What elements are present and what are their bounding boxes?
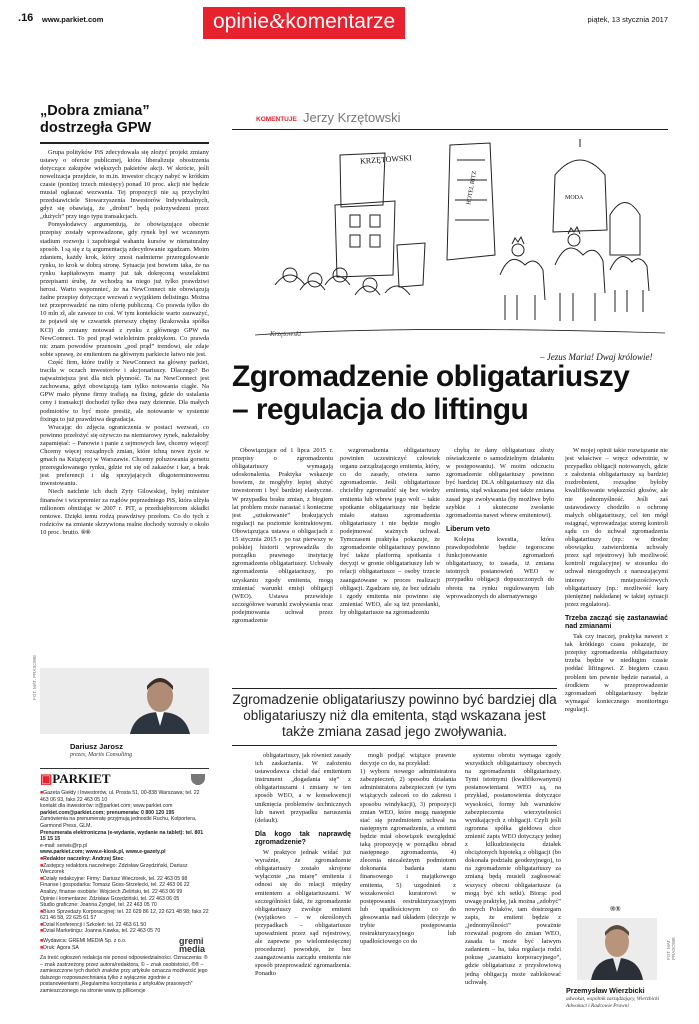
desk-line: Analizy, finanse osobiste: Wojciech Zieliński, tel. 22 463 06 99 — [40, 888, 183, 895]
article-paragraph: Kolejna kwestia, która prawdopodobnie będzie tegoroczne funkcjonowanie zgromadzeń obligatariuszy, to zasada, iż zmiana istotnych postanowień WEO w przypadku obligacji dopuszczonych do obrotu na rynku regulowanym lub wprowadzonych do alternatywnego — [446, 535, 554, 600]
section-word-2: komentarze — [285, 10, 396, 33]
logo-text: PARKIET — [52, 771, 111, 786]
section-banner — [203, 7, 405, 39]
author-photo-area — [40, 668, 209, 734]
section-word-1: opinie — [213, 10, 270, 33]
cartoon-sign-2: HOTEL RITZ — [466, 170, 479, 206]
article-paragraph: systemu obrotu wymaga zgody wszystkich obligatariuszy obecnych na zgromadzeniu obligatariuszy. Tymi istotnymi (kwalifikowanymi) postanowieniami WEO są, na przykład, postanowienia dotyczące wysokości, formy lub warunków zabezpieczenia wierzytelności wynikających z obligacji. Czyli jeśli ogromna spółka giełdowa chce zmienić zapis WEO dotyczący jednej z kilkudziesięciu działek obciążonych hipoteką z obligacji (bo dokonała podziału geodezyjnego), to na zgromadzenie obligatariuszy za zmianą będą musieli zagłosować wszyscy obecni obligatariusze (a mogą być ich setki). Biorąc pod uwagę praktykę, jak można „zdobyć” nowych Polaków, tam dostrzegam zapis, że emitent będzie z „jednomyślności” poważnie rozważał pogrom do zmian WEO, zasada ta może być łatwym zadaniem – ba, taka regulacja rodzi pokusę „szantażu korporacyjnego”, gdzie obligatariusz z przysłowiową jedną obligacją może zablokować uchwałę. — [465, 752, 561, 986]
article-paragraph: W praktyce jednak widać już wyraźnie, że zgromadzenie obligatariuszy zostało skrojone wyłącznie „na miarę” emitenta i odnosi się do relacji między emitentem a obligatariuszami. W szczególności fakt, że zgromadzenie obligatariuszy zwołuje emitent (wyjątkowo – w określonych przypadkach – obligatariusze upoważnieni przez sąd rejestrowy, ale zapewne po wielomiesięcznej procedurze) powoduje, że bez zaangażowania zarządu emitenta nie sposób przeprowadzić zgromadzenia. Ponadto — [255, 849, 351, 978]
editorial — [40, 103, 209, 537]
editorial-last-text: Niech natchnie ich duch Zyty Gilowskiej, byłej minister finansów i wicepremier za rządów poprzedniego PiS, która ulżyła milionom obniżając w 2007 r. PIT, a przedsiębiorcom składki rentowe. Dzięki temu rodzą prawdziwy przełom. Co do tych z rodziców na zmianie skrzywiona realne dochody wzrosły o około 10 proc. brutto. — [40, 488, 209, 536]
cartoon-area — [255, 135, 665, 350]
cartoon-artist: Jerzy Krzętowski — [303, 110, 401, 125]
end-mark: ®® — [81, 528, 91, 536]
desk-line: Opinie i komentarze: Zdzisław Grzędziński, tel. 22 463 06 05 — [40, 895, 180, 902]
editorial-paragraph — [40, 488, 209, 537]
cartoon-label: KOMENTUJE — [256, 116, 297, 123]
desk-line: Finanse i gospodarka: Tomasz Goss-Strzelecki, tel. 22 463 06 22 — [40, 882, 190, 889]
article-column-7 — [465, 752, 561, 1014]
masthead-line[interactable]: kontakt dla inwestorów: ir@parkiet.com; www.parkiet.com — [40, 803, 173, 810]
headline-line-1: Zgromadzenie obligatariuszy — [232, 360, 630, 393]
author-portrait-image — [40, 668, 209, 734]
desk-line: Studio graficzne: Joanna Zyngiel, tel. 22 463 05 70 — [40, 902, 157, 909]
article-paragraph: Tak czy inaczej, praktyka naweet z tak krótkiego czasu pokazuje, że przepisy zgromadzenia obligatariuszy trzeba będzie w niedługim czasie poddać liftingowi. Z biegiem czasu problem ten pewnie będzie narastał, a środkiem w przeprowadzenie zgromadzeń obligatariuszy będzie wymagać koniecznego monitoringu regulacji. — [565, 633, 668, 713]
editorial-rule — [40, 142, 209, 144]
sidebar-rule — [40, 768, 209, 769]
article-subheading: Trzeba zacząć się zastanawiać nad zmianami — [565, 614, 668, 630]
editorial-paragraph: Pomysłodawcy argumentują, że obowiązujące obecnie przepisy zostały wprowadzone, gdy rynek był we wczesnym stadium rozwoju i zapobiegał wahaniu kursów w nienaturalny sposób. I są się z tą argumentacją zdecydowanie zgadzam. Moim zdaniem, każdy krok, który znosi nadmierne przeregulowanie rynku, to krok w dobrą stronę. Sytuacja jest bowiem taka, że na rynku kapitałowym mamy już tak dokręconą wszelakimi przepisami śrubę, że wchodzą na niego już tylko prawdziwi herosi. Warto wspomnieć, że na NewConnect nie obowiązują żadne przepisy dotyczące wezwań z wyjątkiem delistingu. Można też przeprowadzić na nim ofertę publiczną. Co prawda tylko do 10 mln zł, ale zawsze to coś. W tym kontekście warto zauważyć, że pojawił się w czwartek pierwszy chętny (krakowska spółka KCI) do zmiany notowań z rynku z głównego GPW na NewConnect. To pod prąd wieloletnim praktykom. Co prawda nic znam powodów przenosin „pod prąd” trendowi, ale zdaje sobie sprawę, że emitentom na głównym parkiecie łatwo nie jest. — [40, 221, 209, 358]
page-number-value: 16 — [21, 12, 34, 24]
masthead-line: Prenumerata elektroniczna (e-wydanie, wydanie na tablet): tel. 801 15 15 15 — [40, 829, 204, 843]
page-number-dot: . — [18, 12, 22, 24]
article-column-2 — [340, 447, 440, 683]
cartoon-caption: – Jezus Maria! Dwaj królowie! — [540, 352, 653, 362]
cartoon-rule — [232, 129, 668, 130]
cartoon-sign-3: MODA — [565, 195, 584, 201]
article-subheading: Dla kogo tak naprawdę zgromadzenie? — [255, 830, 351, 846]
article-paragraph: Obowiązujące od 1 lipca 2015 r. przepisy o zgromadzeniu obligatariuszy wymagają udoskonalenia. Praktyka wskazuje bowiem, że mogłyby lepiej służyć inwestorom i być bardziej elastyczne. W przypadku braku zmian, z biegiem lat problem może narastać i konieczne jest „sztukowanie” brakujących regulacji na poziomie kontraktowym. Obowiązująca ustawa o obligacjach z 15 stycznia 2015 r. po raz pierwszy w polskiej historii wprowadziła do porządku prawnego instytucję zgromadzenia obligatariuszy. Uchwały zgromadzenia obligatariuszy, po uzyskaniu zgody emitenta, mogą zmieniać warunki emisji obligacji (WEO). Ustawa przewiduje szczegółowe warunki zwoływania oraz podejmowania uchwał przez zgromadzenie — [232, 447, 333, 624]
editorial-title: „Dobra zmiana” dostrzegła GPW — [40, 103, 152, 136]
publisher-line: ■ Wydawca: GREMI MEDIA Sp. z o.o. — [40, 938, 126, 945]
editor-line: ■ Redaktor naczelny: Andrzej Stec — [40, 856, 209, 863]
cartoon-image — [255, 135, 665, 350]
photo-credit: FOT. MAT. PRASOWE — [32, 654, 37, 700]
editorial-paragraph: Wracając do zdjęcia ograniczenia w postaci wezwań, co powinno przełożyć się ożywczo na niemiarowy rynek, należałoby zapamiętać: – Panowie i panie z sejmowych ław, chcemy więcej! Chcemy więcej rozsądnych zmian, które tchną nowe życie w gmach na Książęcej w Warszawie. Chcemy poluzowania gorsetu przeregulowanego rynku, gdzie roi się od zakazów i kar, a brak jest preferencji i ulg sprzyjających długoterminowemu inwestowaniu. — [40, 423, 209, 488]
legal-footer: Za treść ogłoszeń redakcja nie ponosi odpowiedzialności. Oznaczenia: ® – znak zastrzeżony przez autora/redaktora, © – znak osobistości, ®® – zamieszczone tych dwóch znaków przy artykule oznacza możliwość jego dalszego rozpowszechniania tylko z wyłącznie zgodnie z postanowieniami „Regulaminu korzystania z artykułów prasowych” zamieszczonego na stronie www.rp.pl/licencje — [40, 955, 208, 995]
desk-line: ■ Dział Marketingu: Joanna Kawka, tel. 22 463 05 70 — [40, 928, 209, 935]
masthead-line[interactable]: www.parkiet.com; www.e-kiosk.pl, www.e-gazety.pl — [40, 849, 166, 856]
article-paragraph: mogli podjąć wiążące prawnie decyzje co do, na przykład: — [360, 752, 456, 768]
gremi-logo: gremi media — [179, 936, 206, 955]
cartoon-signature: Krzętowski — [270, 330, 302, 338]
cartoon-sign-1: KRZĘTOWSKI — [359, 153, 413, 166]
page-number — [18, 12, 33, 24]
masthead-line: ■ Gazeta Giełdy i Inwestorów, ul. Prosta 51, 00-838 Warszawa; tel. 22 463 06 93, faks 22 463 05 10 — [40, 790, 209, 803]
masthead-box — [40, 771, 209, 995]
masthead-line: Zamówienia na prenumeratę przyjmują jednostki Ruchu, Kolportera, Garmond Press, GLM. — [40, 816, 197, 829]
editorial-body — [40, 149, 209, 538]
issue-date: piątek, 13 stycznia 2017 — [587, 15, 668, 24]
article-column-5 — [255, 752, 351, 1014]
article-paragraph: chybą że dany obligatariusz złoży oświadczenie o samodzielnym działaniu w postępowaniu). W moim odczuciu zgromadzenie obligatariuszy powinno być bardziej DLA obligatariuszy niż dla emitenta, stąd wskazana jest także zmiana zasad jego zwoływania (by możliwe było szybkie i skuteczne zwołanie zgromadzenia nawet wbrew emitentowi). — [446, 447, 554, 519]
section-amp: & — [269, 9, 286, 33]
author2-name: Przemysław Wierzbicki — [566, 986, 645, 995]
masthead-text — [40, 790, 209, 995]
article-column-4 — [565, 447, 668, 937]
author-name: Dariusz Jarosz — [70, 742, 123, 751]
article-headline — [232, 360, 672, 426]
parkiet-logo — [40, 771, 111, 787]
desk-line: ■ Biuro Sprzedaży Korporacyjnej: tel. 22 629 86 12, 22 621 48 98; faks 22 621 46 58, 22 625 61 57 — [40, 909, 209, 922]
article-paragraph: obligatariuszy, jak również zasady ich zaskarżania. W założeniu ustawodawca chciał dać emitentom instrument „dogadania się” z obligatariuszami i zmiany w ten sposób WEO, a w konsekwencji uniknięcia problemów technicznych lub nawet przypadku naruszenia (default). — [255, 752, 351, 824]
print-line: ■ Druk: Agora SA — [40, 945, 126, 952]
author2-photo-credit: FOT. MAT. PRASOWE — [666, 936, 676, 960]
article-column-3 — [446, 447, 554, 683]
article-column-6 — [360, 752, 456, 1014]
author2-portrait-image — [577, 918, 657, 980]
article-paragraph: W mojej opinii takie rozwiązanie nie jest właściwe – wręcz odwrotnie, w przypadku obligacji notowanych, gdzie z założenia obligatariuszy są bardziej rozdrobnieni, rozsądne byłoby kwalifikowanie większości głosów, ale nie jednomyślność. Jeśli zaś ustawodawcy chodziło o ochronę małych obligatariuszy, cel ten mógł osiągnąć, wprowadzając szereg kontroli sądu co do uchwał zgromadzenia obligatariuszy (np.: w drodze obowiązku zatwierdzenia uchwały przez sąd rejestrowy) lub możliwość kontroli regulacyjnej w stosunku do uchwał niezgodnych z naruszającymi interesy mniejszościowych obligatariuszy (np.: możliwość kary pieniężnej nakładanej w takiej sytuacji przez regulatora). — [565, 447, 668, 608]
pullquote-rule-top — [232, 688, 557, 689]
trophy-icon — [187, 772, 209, 786]
site-url[interactable]: www.parkiet.com — [42, 15, 104, 24]
author2-photo-area — [577, 918, 657, 980]
pullquote-rule-bottom — [232, 745, 557, 746]
deputy-line: ■ Zastępcy redaktora naczelnego: Zdzisław Grzędziński, Dariusz Wieczorek — [40, 863, 209, 876]
logo-mark: ▣ — [40, 771, 53, 786]
masthead-line[interactable]: parkiet.com@parkiet.com; prenumerata: 0 800 120 195 — [40, 809, 175, 816]
desk-line: ■ Dział Konferencji i Szkoleń: tel. 22 463 61 50 — [40, 922, 209, 929]
article-column-1 — [232, 447, 333, 683]
author2-role: adwokat, wspólnik zarządzający, Wierzbicki Adwokaci i Radcowie Prawni — [566, 996, 660, 1009]
author-role: prezes, Martis Consulting — [70, 752, 132, 758]
article-paragraph: wzgromadzenia obligatariuszy powinien uczestniczyć człowiek organu zarządzającego emitenta, który, co do zasady, otwiera samo zgromadzenie. Jeśli obligatariusze chcieliby zgromadzić się bez wiedzy emitenta lub wbrew jego woli – takie spotkanie obligatariuszy nie będzie miało statusu zgromadzenia obligatariuszy i nie będzie mogło podejmować ważnych uchwał. Tymczasem praktyka pokazuje, że zgromadzenie obligatariuszy powinno być także platformą spotkania i decyzji w gronie obligatariuszy lub w relacji obligatariusze – osoby trzecie zaangażowane w proces realizacji obligacji. Zgadzam się, że bez udziału i zgody emitenta nie powinno się zmieniać WEO, ale są też przesłanki, by obligatariusze na zgromadzeniu — [340, 447, 440, 616]
article-subheading: Liberum veto — [446, 525, 490, 533]
article-list: 1) wyboru nowego administratora zabezpieczeń, 2) sposobu działania administratora zabezpieczeń (w tym wiążących zaleceń co do zakresu i sposobu windykacji), 3) propozycji zmian WEO, które mogą następnie stać się przedmiotem uchwał na następnym zgromadzeniu, a emitent będzie miał obowiązek uwzględnić taką propozycję w porządku obrad następnego zgromadzenia, 4) zlecenia niezależnym podmiotom dokonania badania stanu finansowego i majątkowego emitenta, 5) uzgodnień z wszakowości kuratorowi w postępowaniu restrukturyzacyjnym lub upadłościowym co do głosowania nad układem (decyzje w trybie postępowania restrukturyzacyjnego lub upadłościowego co do — [360, 768, 456, 946]
masthead-line[interactable]: e-mail: serwis@rp.pl — [40, 842, 88, 849]
editorial-paragraph: Część firm, które trafiły z NewConnect na główny parkiet, traciła w oczach inwestorów i akcjonariuszy. Dlaczego? Bo najważniejsza jest dla nich płynność. Ta na NewConnect jest zachowana, gdyż obowiązują tam tylko notowania ciągłe. Na GPW mało płynne firmy trafiają na fixing, gdzie do ustalania ceny i transakcji dochodzi tylko dwa razy dziennie. Dla małych podmiotów to być może prestiż, ale notowanie w systemie fixingu to już prawdziwa degradacja. — [40, 358, 209, 423]
author2-end-mark: ®® — [610, 905, 621, 913]
desk-line: ■ Działy redakcyjne: Firmy: Dariusz Wieczorek, tel. 22 463 05 98 — [40, 876, 209, 883]
headline-line-2: – regulacja do liftingu — [232, 393, 529, 426]
editorial-paragraph: Grupa polityków PiS zdecydowała się złożyć projekt zmiany ustawy o ofercie publicznej, która liberalizuje obostrzenia dotyczące zakupów większych pakietów akcji. W skrócie, jeśli nowelizacja przejdzie, to m.in. inwestor chcący nabyć w krótkim czasie (poniżej trzech miesięcy) ponad 10 proc. akcji nie będzie musiał ogłaszać wezwania. Tej propozycji nie są przychylni przedstawiciele Stowarzyszenia Inwestorów Indywidualnych, gdyż się obawiają, że „drobni” będą pokrzywdzeni przez „dużych” przy tego typu transakcjach. — [40, 148, 209, 221]
pullquote: Zgromadzenie obligatariuszy powinno być bardziej dla obligatariuszy niż dla emitenta, stąd wskazana jest także zmiana zasad jego zwoływania. — [232, 692, 557, 739]
